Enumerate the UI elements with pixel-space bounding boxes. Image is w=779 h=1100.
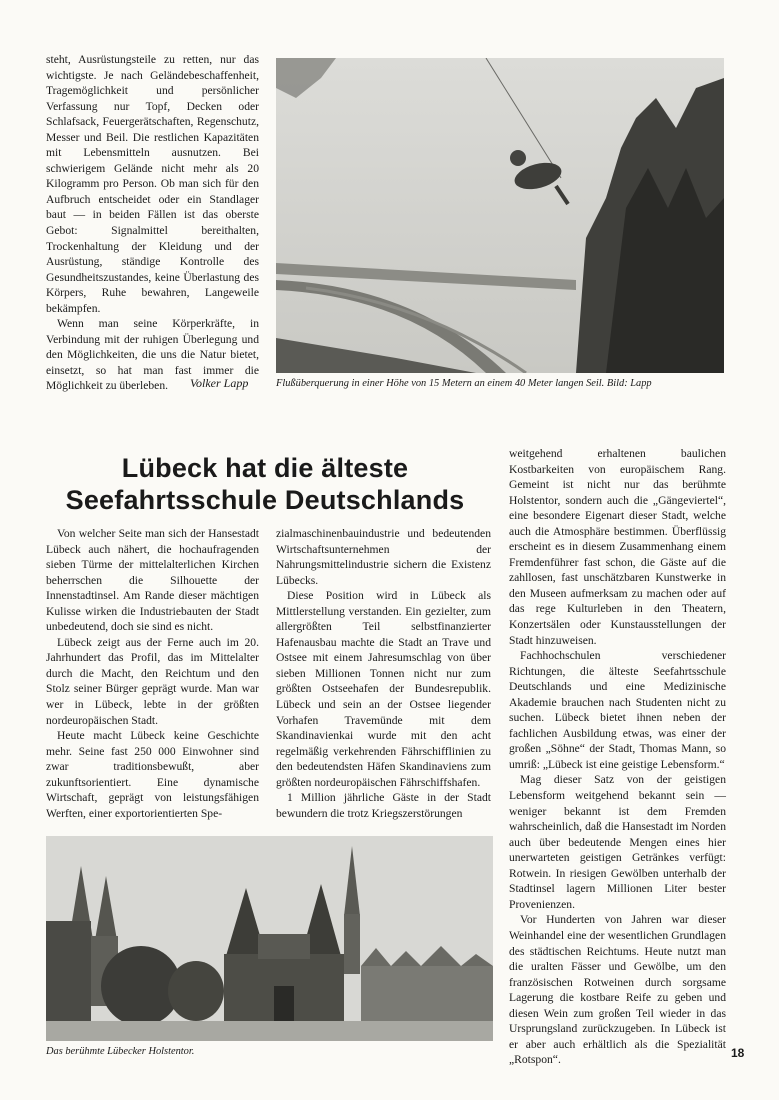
article-paragraph: Fachhochschulen verschiedener Richtungen, die älteste Seefahrtsschule Deutschlands und eine Medizinische Akademie brauchen nach Studenten nicht zu suchen. Lübeck bietet ihnen neben der fachlichen Ausbildung etwas, was einer der großen „Söhne“ der Stadt, Thomas Mann, so umriß: „Lübeck ist eine geistige Lebensform.“ xyxy=(509,649,726,771)
article-column-2 xyxy=(276,526,491,821)
page-number: 18 xyxy=(731,1046,745,1060)
article-paragraph: Mag dieser Satz von der geistigen Lebensform weitgehend bekannt sein — weniger bekannt ist dem Fremden wahrscheinlich, daß die Hansestadt im Norden auch über bedeutende Mengen eines hier unerwarteten geistigen Getränkes verfügt: Rotwein. In riesigen Gewölben unterhalb der Stadtinsel lagern Millionen Liter bester Provenienzen. xyxy=(509,773,726,911)
top-article-text xyxy=(46,52,259,394)
headline-line-2: Seefahrtsschule Deutschlands xyxy=(65,485,465,515)
article-paragraph: Heute macht Lübeck keine Geschichte mehr. Seine fast 250 000 Einwohner sind zwar traditionsbewußt, aber zukunftsorientiert. Eine dynamische Wirtschaft, geprägt von leistungsfähigen Werften, einer exportorientierten Spe- xyxy=(46,729,259,820)
article-paragraph: weitgehend erhaltenen baulichen Kostbarkeiten von europäischem Rang. Gemeint ist nicht nur das berühmte Holstentor, sondern auch die „Gängeviertel“, eine besondere Eigenart dieser Stadt, welche auch die Atmosphäre bestimmen. Überflüssig erscheint es in diesem Zusammenhang einem Fremdenführer fast schon, die Gäste auf die zahllosen, fast unschätzbaren Kunstwerke in den Museen aufmerksam zu machen oder auf das rege Kulturleben in den Theatern, Konzertsälen oder Kunstausstellungen der Stadt hinzuweisen. xyxy=(509,447,726,647)
article-paragraph: zialmaschinenbauindustrie und bedeutenden Wirtschaftsunternehmen der Nahrungsmittelindustrie sichern die Existenz Lübecks. xyxy=(276,527,491,587)
article-column-3 xyxy=(509,446,726,1068)
holstentor-caption: Das berühmte Lübecker Holstentor. xyxy=(46,1046,195,1057)
article-paragraph: Lübeck zeigt aus der Ferne auch im 20. Jahrhundert das Profil, das im Mittelalter durch die Macht, den Reichtum und den Stolz seiner Bürger geprägt wurde. Man war wer in Lübeck, lebte in der größten nordeuropäischen Stadt. xyxy=(46,635,259,727)
article-paragraph: Von welcher Seite man sich der Hansestadt Lübeck auch nähert, die hochaufragenden sieben Türme der mittelalterlichen Kirchen beherrschen die Silhouette der Innenstadtinsel. Am Rande dieser mächtigen Kulisse wirken die Industriebauten der Stadt unbedeutend, doch sie sind es nicht. xyxy=(46,527,259,634)
top-article-paragraph: Wenn man seine Körperkräfte, in Verbindung mit der ruhigen Überlegung und den Möglichkeiten, die uns die Natur bietet, einsetzt, so hat man fast immer die Möglichkeit zu überleben. xyxy=(46,317,259,393)
author-byline: Volker Lapp xyxy=(190,376,249,390)
article-paragraph: Diese Position wird in Lübeck als Mittlerstellung verstanden. Ein gezielter, zum allergrößten Teil selbstfinanzierter Hafenausbau machte die Stadt an Trave und Ostsee mit einem Jahresumschlag von über sieben Millionen Tonnen nicht nur zum größten Ostseehafen der Bundesrepublik. Lübeck und sein an der Ostsee liegender Vorhafen Travemünde mit dem Skandinavienkai wurde mit den acht regelmäßig verkehrenden Fährschifflinien zu den bedeutendsten Häfen Skandinaviens zum größten nordeuropäischen Fährschiffshafen. xyxy=(276,589,491,789)
article-headline xyxy=(40,452,490,516)
holstentor-photo xyxy=(46,836,493,1041)
river-crossing-caption: Flußüberquerung in einer Höhe von 15 Metern an einem 40 Meter langen Seil. Bild: Lapp xyxy=(276,378,652,389)
article-paragraph: Vor Hunderten von Jahren war dieser Weinhandel eine der wesentlichen Grundlagen des städtischen Reichtums. Heute nutzt man die uralten Fässer und Gewölbe, um den französischen Rotweinen durch sorgsame Lagerung die kostbare Reife zu geben und diesen Wein zum großen Teil wieder in das Ursprungsland zurückzugeben. In Lübeck ist er aber auch erhältlich als die Spezialität „Rotspon“. xyxy=(509,913,726,1067)
article-paragraph: 1 Million jährliche Gäste in der Stadt bewundern die trotz Kriegszerstörungen xyxy=(276,791,491,820)
river-crossing-photo xyxy=(276,58,724,373)
top-article-paragraph: steht, Ausrüstungsteile zu retten, nur das wichtigste. Je nach Geländebeschaffenheit, Tragemöglichkeit und persönlicher Verfassung nur Topf, Decken oder Schlafsack, Feuergerätschaften, Regenschutz, Messer und Beil. Die restlichen Kapazitäten mit Lebensmitteln ausnutzen. Bei schwierigem Gelände nicht mehr als 20 Kilogramm pro Person. Ob man sich für den Aufbruch entscheidet oder ein Standlager baut — in beiden Fällen ist das oberste Gebot: Signalmittel bereithalten, Trockenhaltung der Kleidung und der Ausrüstung, ständige Kontrolle des Gesundheitszustandes, keine Überlastung des Körpers, Ruhe bewahren, Langeweile bekämpfen. xyxy=(46,53,259,315)
headline-line-1: Lübeck hat die älteste xyxy=(121,453,409,483)
article-column-1 xyxy=(46,526,259,821)
